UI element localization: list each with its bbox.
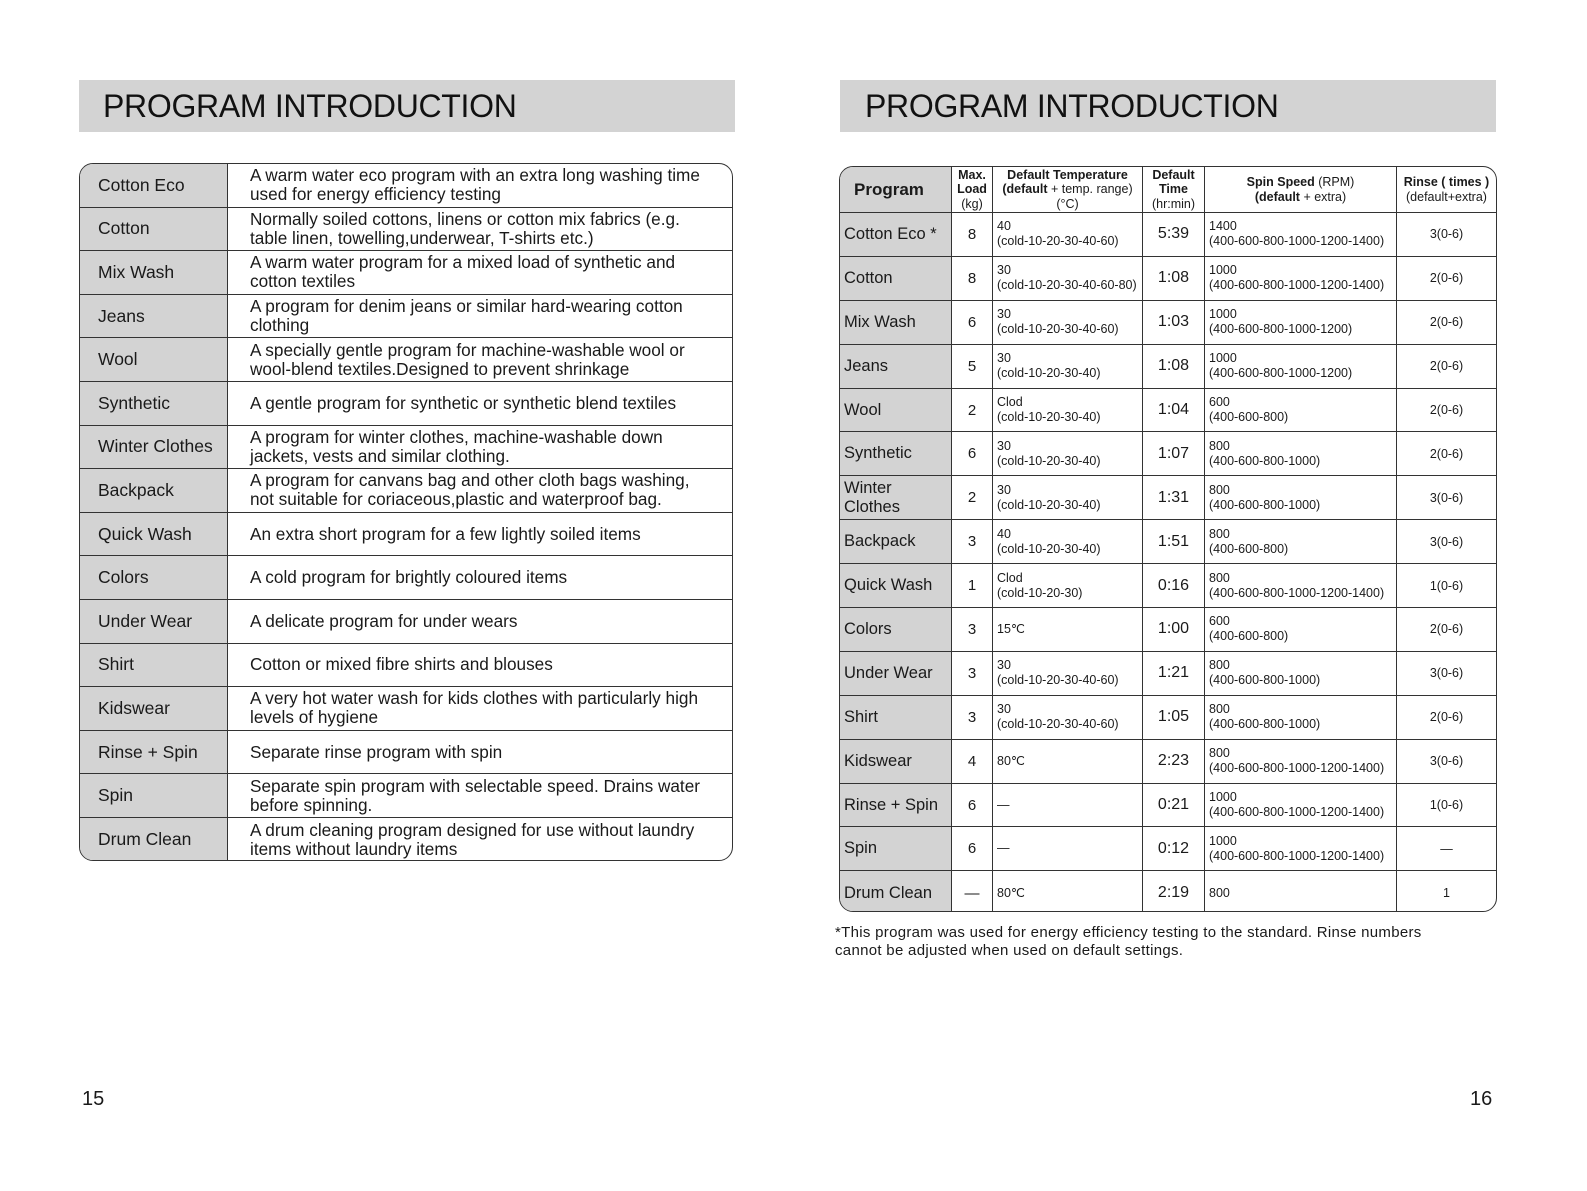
spin-speed-cell: 1000 (400-600-800-1000-1200-1400) (1205, 257, 1397, 300)
program-description: A drum cleaning program designed for use without laundry items without laundry items (250, 819, 695, 859)
temperature-cell: 80℃ (993, 871, 1143, 912)
left-title-banner (79, 80, 735, 132)
temperature-cell: — (993, 784, 1143, 827)
table-row (840, 827, 1496, 871)
rinse-cell: 2(0-6) (1429, 359, 1464, 374)
footnote: *This program was used for energy efficiency testing to the standard. Rinse numbers cannot be adjusted when used on default settings. (835, 924, 1422, 959)
table-row (80, 382, 732, 426)
right-page (793, 0, 1587, 1191)
max-load-cell: — (952, 871, 993, 912)
time-cell: 1:08 (1143, 345, 1205, 388)
temperature-cell: 30 (cold-10-20-30-40-60-80) (993, 257, 1143, 300)
temperature-cell: 15℃ (993, 608, 1143, 651)
program-description: A program for denim jeans or similar hard-wearing cotton clothing (250, 296, 683, 336)
temperature-cell: — (993, 827, 1143, 870)
table-row (840, 389, 1496, 433)
time-cell: 1:31 (1143, 476, 1205, 519)
rinse-cell: 2(0-6) (1429, 622, 1464, 637)
program-cell: Colors (840, 608, 952, 651)
table-row (80, 164, 732, 208)
max-load-cell: 3 (952, 520, 993, 563)
program-cell: Mix Wash (840, 301, 952, 344)
max-load-cell: 6 (952, 301, 993, 344)
table-row (840, 608, 1496, 652)
time-cell: 1:21 (1143, 652, 1205, 695)
spin-speed-cell: 600 (400-600-800) (1205, 608, 1397, 651)
program-description: A specially gentle program for machine-washable wool or wool-blend textiles.Designed to prevent shrinkage (250, 339, 685, 379)
time-cell: 1:05 (1143, 696, 1205, 739)
header-default-time: Default Time (hr:min) (1143, 167, 1205, 212)
max-load-cell: 2 (952, 389, 993, 432)
program-name: Kidswear (80, 687, 228, 730)
rinse-cell: 2(0-6) (1429, 315, 1464, 330)
temperature-cell: Clod (cold-10-20-30) (993, 564, 1143, 607)
left-page-number: 15 (82, 1088, 105, 1110)
program-name: Jeans (80, 295, 228, 338)
table-row (840, 213, 1496, 257)
temperature-cell: 30 (cold-10-20-30-40) (993, 476, 1143, 519)
program-cell: Synthetic (840, 432, 952, 475)
rinse-cell: 1(0-6) (1429, 578, 1464, 593)
left-page (0, 0, 793, 1191)
program-name: Mix Wash (80, 251, 228, 294)
max-load-cell: 6 (952, 432, 993, 475)
time-cell: 1:07 (1143, 432, 1205, 475)
table-row (80, 251, 732, 295)
temperature-cell: 30 (cold-10-20-30-40-60) (993, 652, 1143, 695)
rinse-cell: 2(0-6) (1429, 446, 1464, 461)
program-cell: Cotton (840, 257, 952, 300)
spin-speed-cell: 1400 (400-600-800-1000-1200-1400) (1205, 213, 1397, 256)
rinse-cell: 2(0-6) (1429, 710, 1464, 725)
table-row (80, 295, 732, 339)
table-row (80, 774, 732, 818)
max-load-cell: 2 (952, 476, 993, 519)
rinse-cell: 3(0-6) (1429, 754, 1464, 769)
program-description: Separate spin program with selectable speed. Drains water before spinning. (250, 775, 700, 815)
spin-speed-cell: 1000 (400-600-800-1000-1200) (1205, 345, 1397, 388)
table-row (840, 740, 1496, 784)
program-description: A cold program for brightly coloured items (250, 567, 568, 588)
time-cell: 2:19 (1143, 871, 1205, 912)
rinse-cell: 3(0-6) (1429, 534, 1464, 549)
program-name: Cotton Eco (80, 164, 228, 207)
max-load-cell: 1 (952, 564, 993, 607)
program-cell: Jeans (840, 345, 952, 388)
table-row (80, 469, 732, 513)
program-name: Colors (80, 556, 228, 599)
program-name: Under Wear (80, 600, 228, 643)
spin-speed-cell: 800 (400-600-800-1000) (1205, 696, 1397, 739)
program-description: A program for winter clothes, machine-washable down jackets, vests and similar clothing. (250, 426, 663, 466)
program-cell: Wool (840, 389, 952, 432)
table-row (840, 432, 1496, 476)
rinse-cell: 1 (1443, 886, 1450, 901)
program-name: Winter Clothes (80, 426, 228, 469)
spin-speed-cell: 1000 (400-600-800-1000-1200-1400) (1205, 784, 1397, 827)
program-description: A warm water program for a mixed load of synthetic and cotton textiles (250, 252, 676, 292)
table-header-row (840, 167, 1496, 213)
program-cell: Cotton Eco * (840, 213, 952, 256)
time-cell: 2:23 (1143, 740, 1205, 783)
program-cell: Shirt (840, 696, 952, 739)
table-row (80, 818, 732, 861)
temperature-cell: Clod (cold-10-20-30-40) (993, 389, 1143, 432)
spin-speed-cell: 800 (400-600-800-1000) (1205, 652, 1397, 695)
program-cell: Rinse + Spin (840, 784, 952, 827)
program-description: Normally soiled cottons, linens or cotton mix fabrics (e.g. table linen, towelling,underwear, T-shirts etc.) (250, 208, 680, 248)
program-cell: Drum Clean (840, 871, 952, 912)
table-row (840, 696, 1496, 740)
right-page-title: PROGRAM INTRODUCTION (865, 87, 1279, 124)
temperature-cell: 30 (cold-10-20-30-40-60) (993, 696, 1143, 739)
table-row (80, 731, 732, 775)
table-row (840, 257, 1496, 301)
table-row (80, 600, 732, 644)
program-description: Separate rinse program with spin (250, 741, 503, 762)
spin-speed-cell: 1000 (400-600-800-1000-1200) (1205, 301, 1397, 344)
table-row (840, 301, 1496, 345)
max-load-cell: 6 (952, 827, 993, 870)
right-page-number: 16 (1470, 1088, 1493, 1110)
program-description: Cotton or mixed fibre shirts and blouses (250, 654, 553, 675)
table-row (80, 513, 732, 557)
program-name: Backpack (80, 469, 228, 512)
program-name: Drum Clean (80, 818, 228, 861)
program-name: Shirt (80, 644, 228, 687)
table-row (840, 871, 1496, 912)
program-description: A warm water eco program with an extra long washing time used for energy efficiency testing (250, 165, 700, 205)
spin-speed-cell: 600 (400-600-800) (1205, 389, 1397, 432)
program-name: Spin (80, 774, 228, 817)
table-row (840, 652, 1496, 696)
program-cell: Winter Clothes (840, 476, 952, 519)
temperature-cell: 80℃ (993, 740, 1143, 783)
header-rinse: Rinse ( times ) (default+extra) (1403, 175, 1490, 204)
program-name: Cotton (80, 208, 228, 251)
program-description-table (79, 163, 733, 861)
max-load-cell: 6 (952, 784, 993, 827)
table-row (80, 687, 732, 731)
spin-speed-cell: 800 (400-600-800-1000) (1205, 432, 1397, 475)
temperature-cell: 40 (cold-10-20-30-40) (993, 520, 1143, 563)
time-cell: 1:51 (1143, 520, 1205, 563)
program-description: An extra short program for a few lightly soiled items (250, 523, 641, 544)
program-description: A delicate program for under wears (250, 610, 518, 631)
table-row (80, 644, 732, 688)
program-settings-table (839, 166, 1497, 912)
max-load-cell: 3 (952, 652, 993, 695)
rinse-cell: 2(0-6) (1429, 403, 1464, 417)
table-row (840, 520, 1496, 564)
table-row (840, 345, 1496, 389)
spin-speed-cell: 1000 (400-600-800-1000-1200-1400) (1205, 827, 1397, 870)
program-name: Wool (80, 338, 228, 381)
table-row (80, 556, 732, 600)
spin-speed-cell: 800 (400-600-800-1000-1200-1400) (1205, 740, 1397, 783)
spin-speed-cell: 800 (400-600-800) (1205, 520, 1397, 563)
time-cell: 0:12 (1143, 827, 1205, 870)
table-row (840, 784, 1496, 828)
rinse-cell: 3(0-6) (1429, 666, 1464, 681)
program-cell: Under Wear (840, 652, 952, 695)
left-page-title: PROGRAM INTRODUCTION (103, 87, 517, 124)
time-cell: 1:00 (1143, 608, 1205, 651)
time-cell: 0:21 (1143, 784, 1205, 827)
max-load-cell: 4 (952, 740, 993, 783)
table-row (80, 208, 732, 252)
program-description: A program for canvans bag and other cloth bags washing, not suitable for coriaceous,plastic and waterproof bag. (250, 470, 690, 510)
table-row (840, 476, 1496, 520)
time-cell: 0:16 (1143, 564, 1205, 607)
rinse-cell: — (1440, 841, 1453, 856)
spin-speed-cell: 800 (1205, 871, 1397, 912)
temperature-cell: 30 (cold-10-20-30-40-60) (993, 301, 1143, 344)
spin-speed-cell: 800 (400-600-800-1000) (1205, 476, 1397, 519)
program-cell: Kidswear (840, 740, 952, 783)
max-load-cell: 5 (952, 345, 993, 388)
time-cell: 1:04 (1143, 389, 1205, 432)
max-load-cell: 3 (952, 608, 993, 651)
program-name: Rinse + Spin (80, 731, 228, 774)
time-cell: 1:03 (1143, 301, 1205, 344)
table-row (840, 564, 1496, 608)
table-row (80, 338, 732, 382)
rinse-cell: 3(0-6) (1429, 227, 1464, 242)
program-name: Synthetic (80, 382, 228, 425)
program-description: A very hot water wash for kids clothes with particularly high levels of hygiene (250, 688, 699, 728)
right-title-banner (840, 80, 1496, 132)
spin-speed-cell: 800 (400-600-800-1000-1200-1400) (1205, 564, 1397, 607)
program-description: A gentle program for synthetic or synthetic blend textiles (250, 392, 677, 413)
program-cell: Quick Wash (840, 564, 952, 607)
header-default-temperature: Default Temperature (default + temp. range) (°C) (993, 167, 1143, 212)
max-load-cell: 8 (952, 257, 993, 300)
rinse-cell: 1(0-6) (1429, 798, 1464, 813)
temperature-cell: 30 (cold-10-20-30-40) (993, 432, 1143, 475)
header-max-load: Max. Load (kg) (952, 167, 993, 212)
time-cell: 1:08 (1143, 257, 1205, 300)
rinse-cell: 2(0-6) (1429, 271, 1464, 286)
header-spin-speed: Spin Speed (RPM) (default + extra) (1205, 167, 1397, 212)
program-name: Quick Wash (80, 513, 228, 556)
time-cell: 5:39 (1143, 213, 1205, 256)
program-cell: Spin (840, 827, 952, 870)
max-load-cell: 3 (952, 696, 993, 739)
rinse-cell: 3(0-6) (1429, 490, 1464, 505)
table-row (80, 426, 732, 470)
temperature-cell: 40 (cold-10-20-30-40-60) (993, 213, 1143, 256)
max-load-cell: 8 (952, 213, 993, 256)
temperature-cell: 30 (cold-10-20-30-40) (993, 345, 1143, 388)
program-cell: Backpack (840, 520, 952, 563)
header-program: Program (840, 167, 952, 212)
